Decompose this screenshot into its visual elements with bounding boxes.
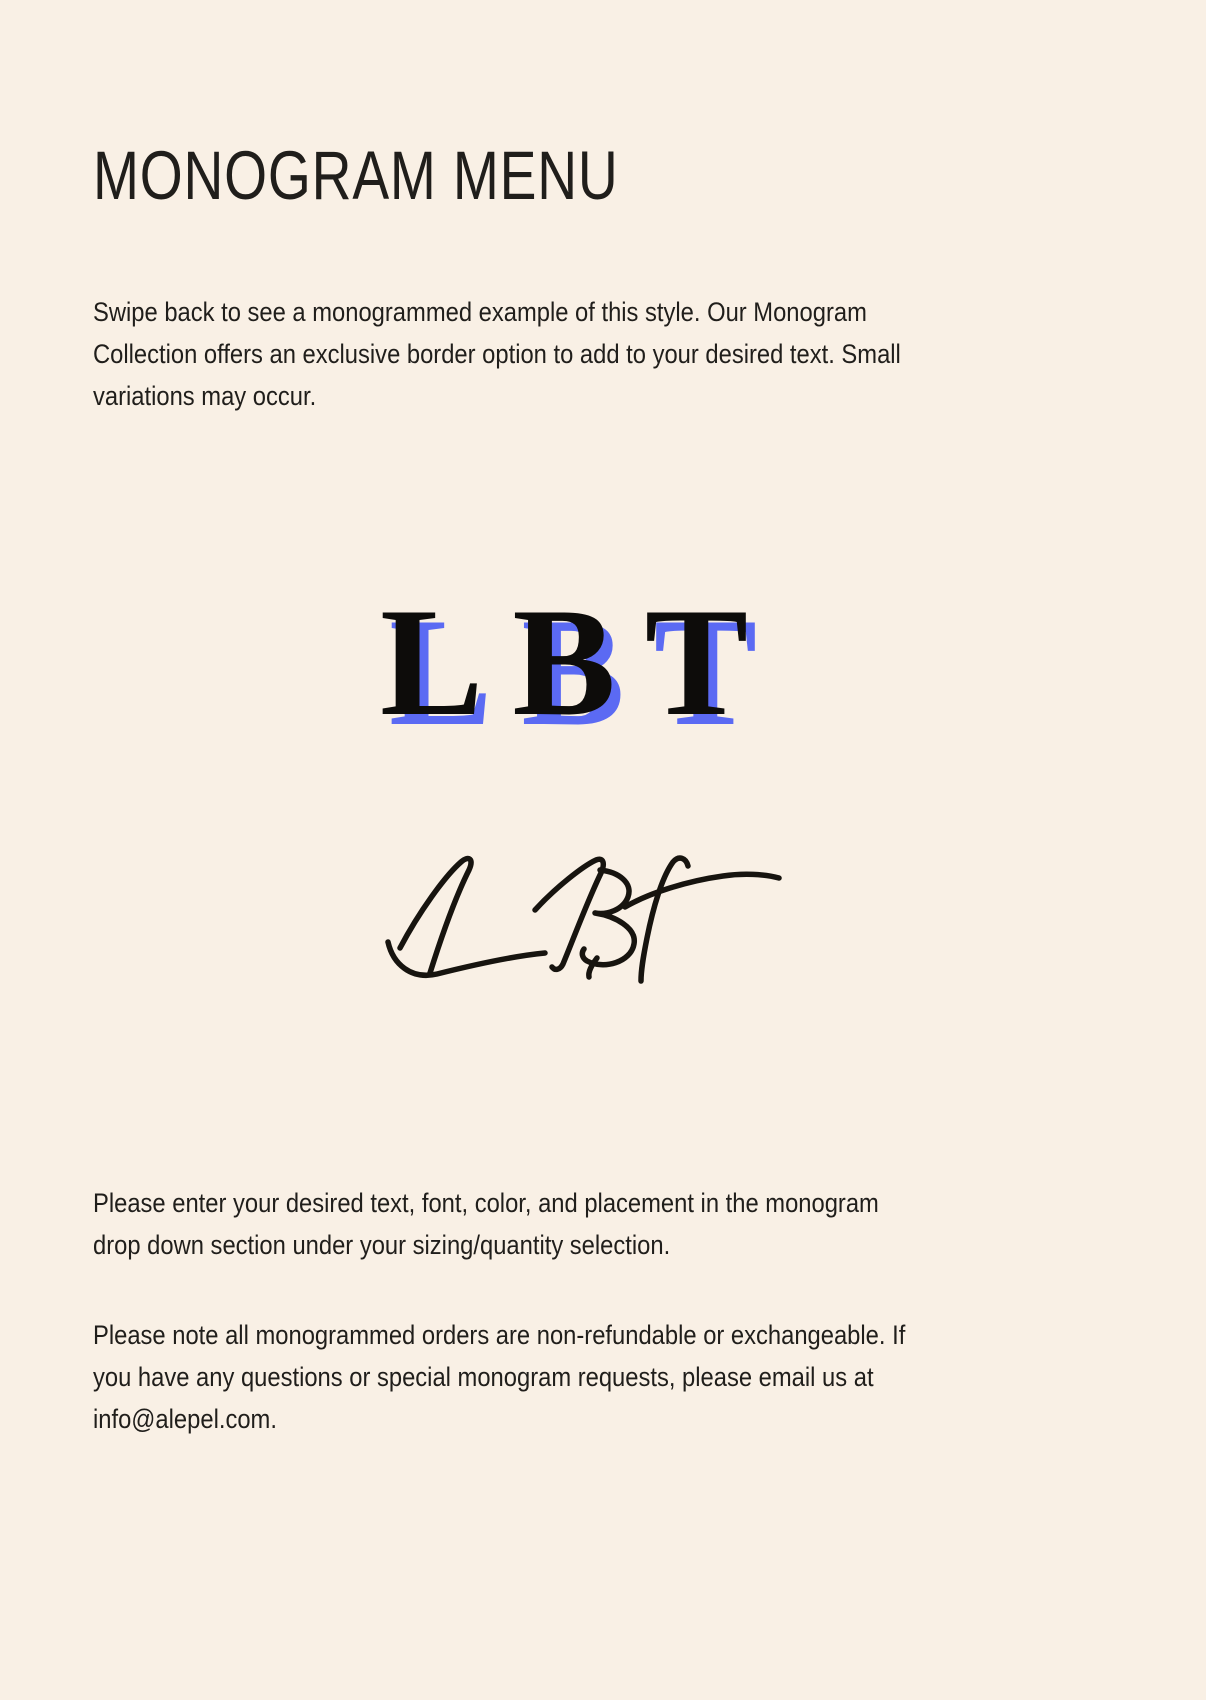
script-monogram-sample xyxy=(385,850,785,985)
serif-monogram-sample: LBT xyxy=(380,576,778,748)
script-letter-t-crossbar xyxy=(625,874,779,907)
script-letter-t-stem xyxy=(641,858,688,981)
text-line: Swipe back to see a monogrammed example of this style. Our Monogram xyxy=(93,297,867,327)
intro-paragraph xyxy=(93,291,901,417)
page-title: MONOGRAM MENU xyxy=(93,137,619,214)
text-line: drop down section under your sizing/quantity selection. xyxy=(93,1230,671,1260)
text-line: Please note all monogrammed orders are non-refundable or exchangeable. If xyxy=(93,1320,906,1350)
policy-paragraph xyxy=(93,1314,905,1440)
text-line: Please enter your desired text, font, color, and placement in the monogram xyxy=(93,1188,879,1218)
script-letter-l-stem xyxy=(400,859,471,973)
script-letter-b-bowls xyxy=(582,870,634,965)
text-line: Collection offers an exclusive border option to add to your desired text. Small xyxy=(93,339,901,369)
text-line: variations may occur. xyxy=(93,381,317,411)
script-letter-l-swash xyxy=(388,942,545,975)
email-text: info@alepel.com. xyxy=(93,1404,277,1434)
instructions-paragraph xyxy=(93,1182,879,1266)
text-line: you have any questions or special monogram requests, please email us at xyxy=(93,1362,874,1392)
